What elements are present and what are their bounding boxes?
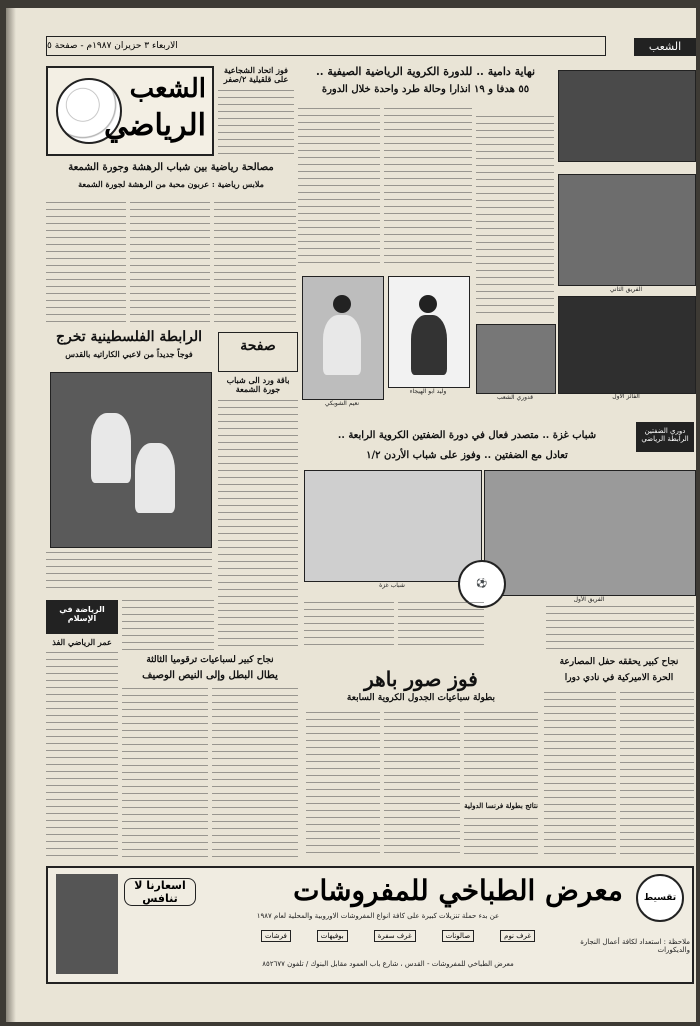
headline-small-column: فوز اتحاد الشجاعية على قلقيلية ٢/صفر (223, 65, 289, 84)
article-text (218, 400, 298, 646)
ad-subtitle: عن بدء حملة تنزيلات كبيرة على كافة انواع المفروشات الاوروبية والمحلية لعام ١٩٨٧ (256, 912, 500, 920)
masthead (46, 66, 214, 156)
headline-nejah: نجاح كبير لسباعيات ترقوميا الثالثة (146, 655, 274, 665)
article-text (218, 90, 294, 156)
photo-player-b (388, 276, 470, 388)
article-text (464, 818, 538, 858)
advertisement (46, 866, 694, 984)
ad-item: غرف نوم (500, 930, 535, 942)
date-line: الاربعاء ٣ حزيران ١٩٨٧م - صفحة ٥ (47, 41, 178, 51)
caption-team-second: الفريق الأول (573, 596, 605, 603)
article-text (398, 602, 484, 646)
article-text (122, 600, 214, 652)
article-text (46, 652, 118, 858)
column-title: صفحة (240, 338, 276, 354)
headline-top-banner-2: ٥٥ هدفا و ١٩ انذارا وحالة طرد واحدة خلال الدورة (321, 84, 530, 95)
ad-photo-person (56, 874, 118, 974)
masthead-subtitle: الرياضي (104, 108, 206, 143)
photo-player-c (476, 324, 556, 394)
caption-player-b: وليد ابو الهيجاء (409, 388, 447, 395)
page-gutter-shadow (6, 8, 16, 1022)
headline-ghaza-sub: تعادل مع الضفتين .. وفوز على شباب الأردن ١/٢ (366, 450, 568, 461)
photo-karate (50, 372, 212, 548)
page-header-bar (46, 36, 606, 56)
ad-item: صالونات (442, 930, 475, 942)
article-text (476, 116, 554, 316)
ad-item: بوفيهات (317, 930, 348, 942)
photo-team-top (558, 70, 696, 162)
photo-team-second (484, 470, 696, 596)
photo-team-middle (558, 174, 696, 286)
article-text (304, 602, 394, 646)
headline-wrestling: نجاح كبير يحققه حفل المصارعة (559, 657, 679, 667)
article-text (46, 202, 126, 324)
ad-title: معرض الطباخي للمفروشات (293, 874, 623, 907)
caption-second-team: الفريق الثاني (609, 286, 643, 293)
headline-reconcile-sub: ملابس رياضية : عربون محبة من الرهشة لجورة الشمعة (78, 179, 264, 189)
column-safha (218, 332, 298, 372)
ad-item: فرشات (261, 930, 291, 942)
photo-player-a (302, 276, 384, 400)
ad-badge: تقسيط (636, 874, 684, 922)
article-text (384, 108, 472, 268)
headline-rabita: الرابطة الفلسطينية تخرج (55, 329, 203, 345)
photo-team-bottom (558, 296, 696, 394)
article-text (544, 692, 616, 858)
headline-wrestling-sub: الحرة الاميركية في نادي دورا (564, 673, 674, 683)
article-text (130, 202, 210, 324)
headline-rabita-sub: فوجاً جديداً من لاعبي الكاراتيه بالقدس (65, 349, 193, 359)
ad-address: معرض الطباخي للمفروشات - القدس ، شارع باب العمود مقابل البنوك / تلفون ٨٥٢٦٧٧ (262, 960, 514, 968)
headline-sur-baher-sub: بطولة سباعيات الجدول الكروية السابعة (346, 693, 496, 703)
newspaper-page (6, 8, 696, 1022)
caption-first-team: الفائز الأول (612, 393, 640, 400)
article-text (384, 712, 460, 858)
league-badge-text-2: الرابطة الرياضي (641, 435, 689, 443)
article-text (620, 692, 694, 858)
caption-player-c: قدوري الشعب (496, 394, 534, 401)
headline-nejah-sub: يطال البطل وإلى النيص الوصيف (142, 670, 278, 681)
article-text (46, 552, 212, 592)
ad-note: ملاحظة : استعداد لكافة أعمال النجارة والديكورات (580, 938, 690, 954)
caption-team-ghaza: شباب غزة (379, 582, 405, 589)
article-text (122, 688, 208, 858)
column-sports-islam (46, 600, 118, 634)
caption-player-a: نعيم الشوبكي (324, 400, 360, 407)
ad-slogan: اسعارنا لا تنافس (124, 878, 196, 906)
masthead-title: الشعب (129, 74, 206, 104)
headline-top-banner: نهاية دامية .. للدورة الكروية الرياضية الصيفية .. (315, 65, 536, 78)
ad-items (248, 930, 548, 942)
article-text (298, 108, 380, 268)
headline-results: نتائج بطولة فرنسا الدولية (464, 801, 538, 810)
corner-label: الشعب (634, 38, 696, 56)
article-text (464, 712, 538, 798)
column-sports-islam-title: الرياضة في الإسلام (59, 605, 105, 623)
column-subtitle: باقة ورد الى شباب جورة الشمعة (226, 375, 290, 394)
club-emblem-icon: ⚽ (458, 560, 506, 608)
league-badge-text: دوري الضفتين (644, 427, 686, 435)
column-sports-islam-sub: عمر الرياضي الفذ (52, 637, 112, 647)
headline-sur-baher: فوز صور باهر (364, 667, 478, 691)
headline-reconcile: مصالحة رياضية بين شباب الرهشة وجورة الشمعة (68, 162, 274, 173)
ad-item: غرف سفرة (374, 930, 416, 942)
headline-ghaza: شباب غزة .. متصدر فعال في دورة الضفتين الكروية الرابعة .. (337, 430, 597, 441)
league-badge (636, 422, 694, 452)
photo-team-ghaza (304, 470, 482, 582)
article-text (546, 606, 694, 650)
article-text (212, 688, 298, 858)
article-text (214, 202, 296, 324)
article-text (306, 712, 380, 858)
